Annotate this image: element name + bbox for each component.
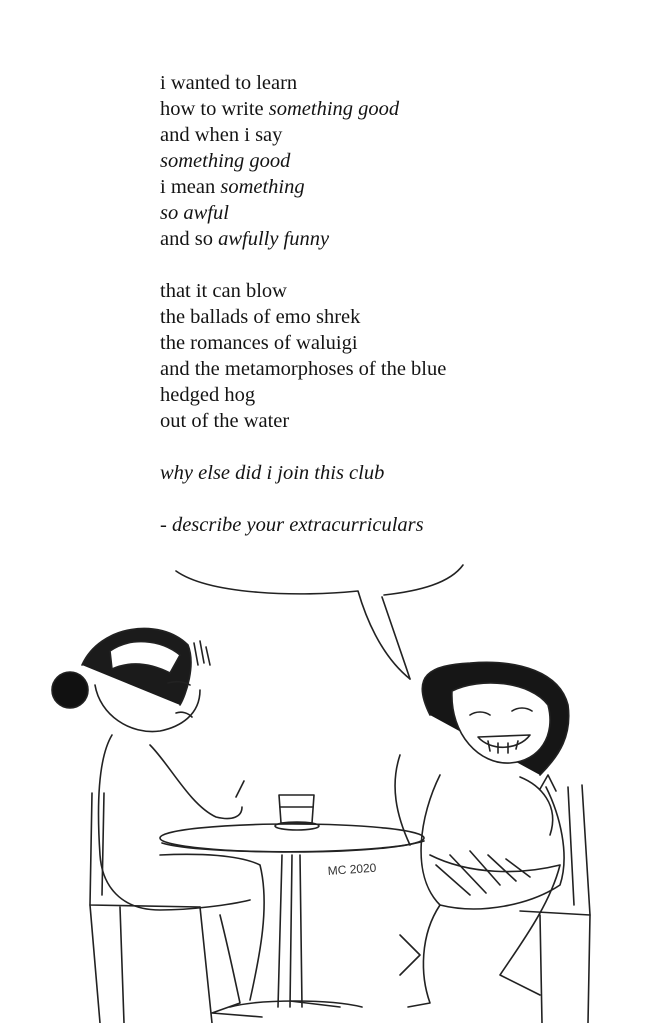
line-text: the romances of waluigi: [160, 332, 358, 354]
right-chair: [520, 785, 590, 1023]
line-text: and the metamorphoses of the blue: [160, 358, 447, 380]
poem-line: [160, 122, 446, 148]
line-text: i mean: [160, 176, 221, 198]
line-text-italic: something: [220, 176, 305, 198]
poem: [160, 70, 446, 564]
cafe-table: [160, 824, 424, 1007]
stanza-4: [160, 512, 446, 538]
line-text: -: [160, 514, 172, 536]
stanza-1: [160, 70, 446, 252]
speech-bubble: [176, 565, 463, 679]
stanza-2: [160, 278, 446, 434]
line-text-italic: something good: [160, 150, 291, 172]
poem-line: [160, 330, 446, 356]
line-text: that it can blow: [160, 280, 287, 302]
artist-signature: MC 2020: [327, 860, 377, 878]
line-text-italic: describe your extracurriculars: [171, 514, 424, 536]
poem-line: [160, 382, 446, 408]
poem-line: [160, 200, 446, 226]
line-text: i wanted to learn: [160, 72, 298, 94]
poem-line: [160, 304, 446, 330]
line-text: how to write: [160, 98, 269, 120]
line-text-italic: why else did i join this club: [160, 462, 385, 484]
line-text: and when i say: [160, 124, 283, 146]
poem-line: [160, 278, 446, 304]
poem-line: [160, 356, 446, 382]
line-text-italic: awfully funny: [218, 228, 330, 250]
poem-line: [160, 96, 446, 122]
line-text: out of the water: [160, 410, 290, 432]
line-text: hedged hog: [160, 384, 256, 406]
poem-line: [160, 174, 446, 200]
poem-line: [160, 70, 446, 96]
poem-line: [160, 408, 446, 434]
cafe-sketch-illustration: [0, 555, 660, 1023]
poem-line: [160, 148, 446, 174]
line-text: the ballads of emo shrek: [160, 306, 361, 328]
line-text-italic: something good: [268, 98, 400, 120]
line-text-italic: so awful: [160, 202, 229, 224]
poem-line: [160, 226, 446, 252]
stanza-3: [160, 460, 446, 486]
line-text: and so: [160, 228, 219, 250]
poem-line: [160, 460, 446, 486]
poem-line: [160, 512, 446, 538]
